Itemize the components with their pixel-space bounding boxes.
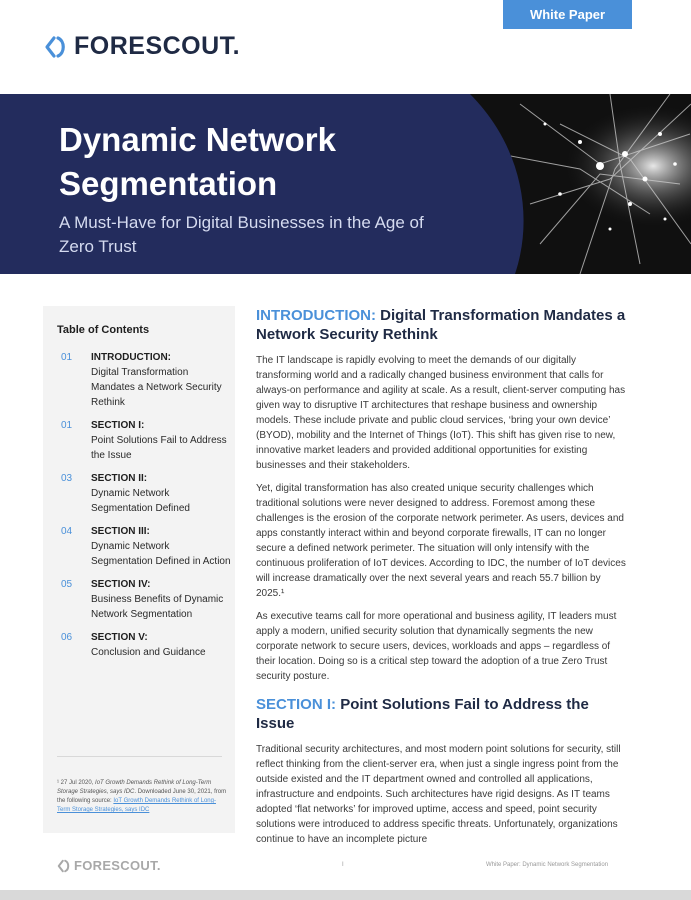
toc-label: SECTION I: [91,420,145,431]
section1-paragraph-1: Traditional security architectures, and most modern point solutions for security, still reflect thinking from the client-server era, when just a single ingress point from the outside existed and the IT department owned and controlled all applications, infrastructure and endpoints. Such architectures have rigid designs. As IT teams adopted ‘flat networks’ for improved uptime, access and speed, point security solutions were introduced to address specific threats. Unfortunately, organizations continue to have an incomplete picture [256,744,621,845]
toc-title: Conclusion and Guidance [91,647,206,658]
toc-title: Dynamic Network Segmentation Defined [91,488,190,514]
toc-title: Dynamic Network Segmentation Defined in Action [91,541,231,567]
white-paper-badge: White Paper [503,0,632,29]
toc-item[interactable] [61,471,231,516]
intro-heading-accent: INTRODUCTION: [256,307,376,324]
toc-title: Point Solutions Fail to Address the Issue [91,435,227,461]
intro-paragraph-2: Yet, digital transformation has also created unique security challenges which traditional solutions were never designed to address. Foremost among these challenges is the erosion of the corporate network perimeter. As users, devices and apps constantly interact within and beyond corporate firewalls, IT can no longer secure a defined network perimeter. The situation will only intensify with the continuous proliferation of IoT devices. According to IDC, the number of IoT devices will increase dramatically over the next several years and reach 55.7 billion by 2025.¹ [256,483,626,599]
toc-label: SECTION II: [91,473,148,484]
footer-logo [57,858,161,873]
forescout-logo [44,32,240,61]
toc-label: SECTION V: [91,632,148,643]
intro-heading-title: Digital Transformation Mandates a Network Security Rethink [256,307,626,343]
intro-heading [256,306,630,344]
toc-label: SECTION III: [91,526,150,537]
article-body [256,306,630,847]
bottom-bar [0,890,691,900]
toc-divider [57,756,222,757]
hero-subtitle: A Must-Have for Digital Businesses in the Age of Zero Trust [59,213,424,256]
toc-title: Business Benefits of Dynamic Network Segmentation [91,594,224,620]
toc-page-number: 01 [61,420,73,431]
toc-item[interactable] [61,350,231,410]
footnote-prefix: ¹ 27 Jul 2020, [57,780,96,786]
toc-page-number: 05 [61,579,73,590]
toc-item[interactable] [61,524,231,569]
toc-label: INTRODUCTION: [91,352,171,363]
toc-item[interactable] [61,630,231,660]
forescout-mark-icon [57,859,71,873]
intro-paragraph-3: As executive teams call for more operational and business agility, IT leaders must apply a modern, unified security solution that dynamically segments the new corporate network to secure users, devices, workloads and apps – regardless of their location. Doing so is a critical step toward the adoption of a true Zero Trust security posture. [256,611,617,682]
hero-banner [0,94,691,274]
footnote-source-title: IoT Growth Demands Rethink of Long-Term Storage Strategies, says IDC [57,780,212,795]
toc-list [61,350,231,660]
section1-heading-accent: SECTION I: [256,696,337,713]
section1-heading [256,695,630,733]
table-of-contents [43,306,235,833]
toc-item[interactable] [61,577,231,622]
toc-item[interactable] [61,418,231,463]
forescout-mark-icon [44,35,68,59]
logo-wordmark: FORESCOUT. [74,32,241,60]
hero-title: Dynamic Network Segmentation [59,121,336,202]
footnote-link[interactable]: IoT Growth Demands Rethink of Long-Term Storage Strategies, says IDC [57,798,216,813]
toc-label: SECTION IV: [91,579,151,590]
toc-title: Digital Transformation Mandates a Network Security Rethink [91,367,222,408]
footer-wordmark: FORESCOUT. [74,858,161,873]
toc-page-number: 01 [61,352,73,363]
toc-page-number: 04 [61,526,73,537]
footer-doc-title: White Paper: Dynamic Network Segmentation [486,862,609,868]
toc-page-number: 06 [61,632,73,643]
intro-paragraph-1: The IT landscape is rapidly evolving to meet the demands of our digitally transforming world and a radically changed business environment that calls for always-on performance and agility at scale. As a result, client-server computing has given way to disruptive IT architectures that reshape business and ownership models. These include private and public cloud services, ‘bring your own device’ (BYOD), mobility and the Internet of Things (IoT). This shift has given rise to new, innovative market leaders and provided additional opportunities for existing businesses and their stakeholders. [256,355,626,471]
toc-page-number: 03 [61,473,73,484]
footnote-middle: . Downloaded June 30, 2021, from the following source: [57,789,227,804]
toc-heading: Table of Contents [57,324,150,336]
page-number: I [342,862,344,868]
footnote [57,779,229,815]
section1-heading-title: Point Solutions Fail to Address the Issue [256,696,589,732]
